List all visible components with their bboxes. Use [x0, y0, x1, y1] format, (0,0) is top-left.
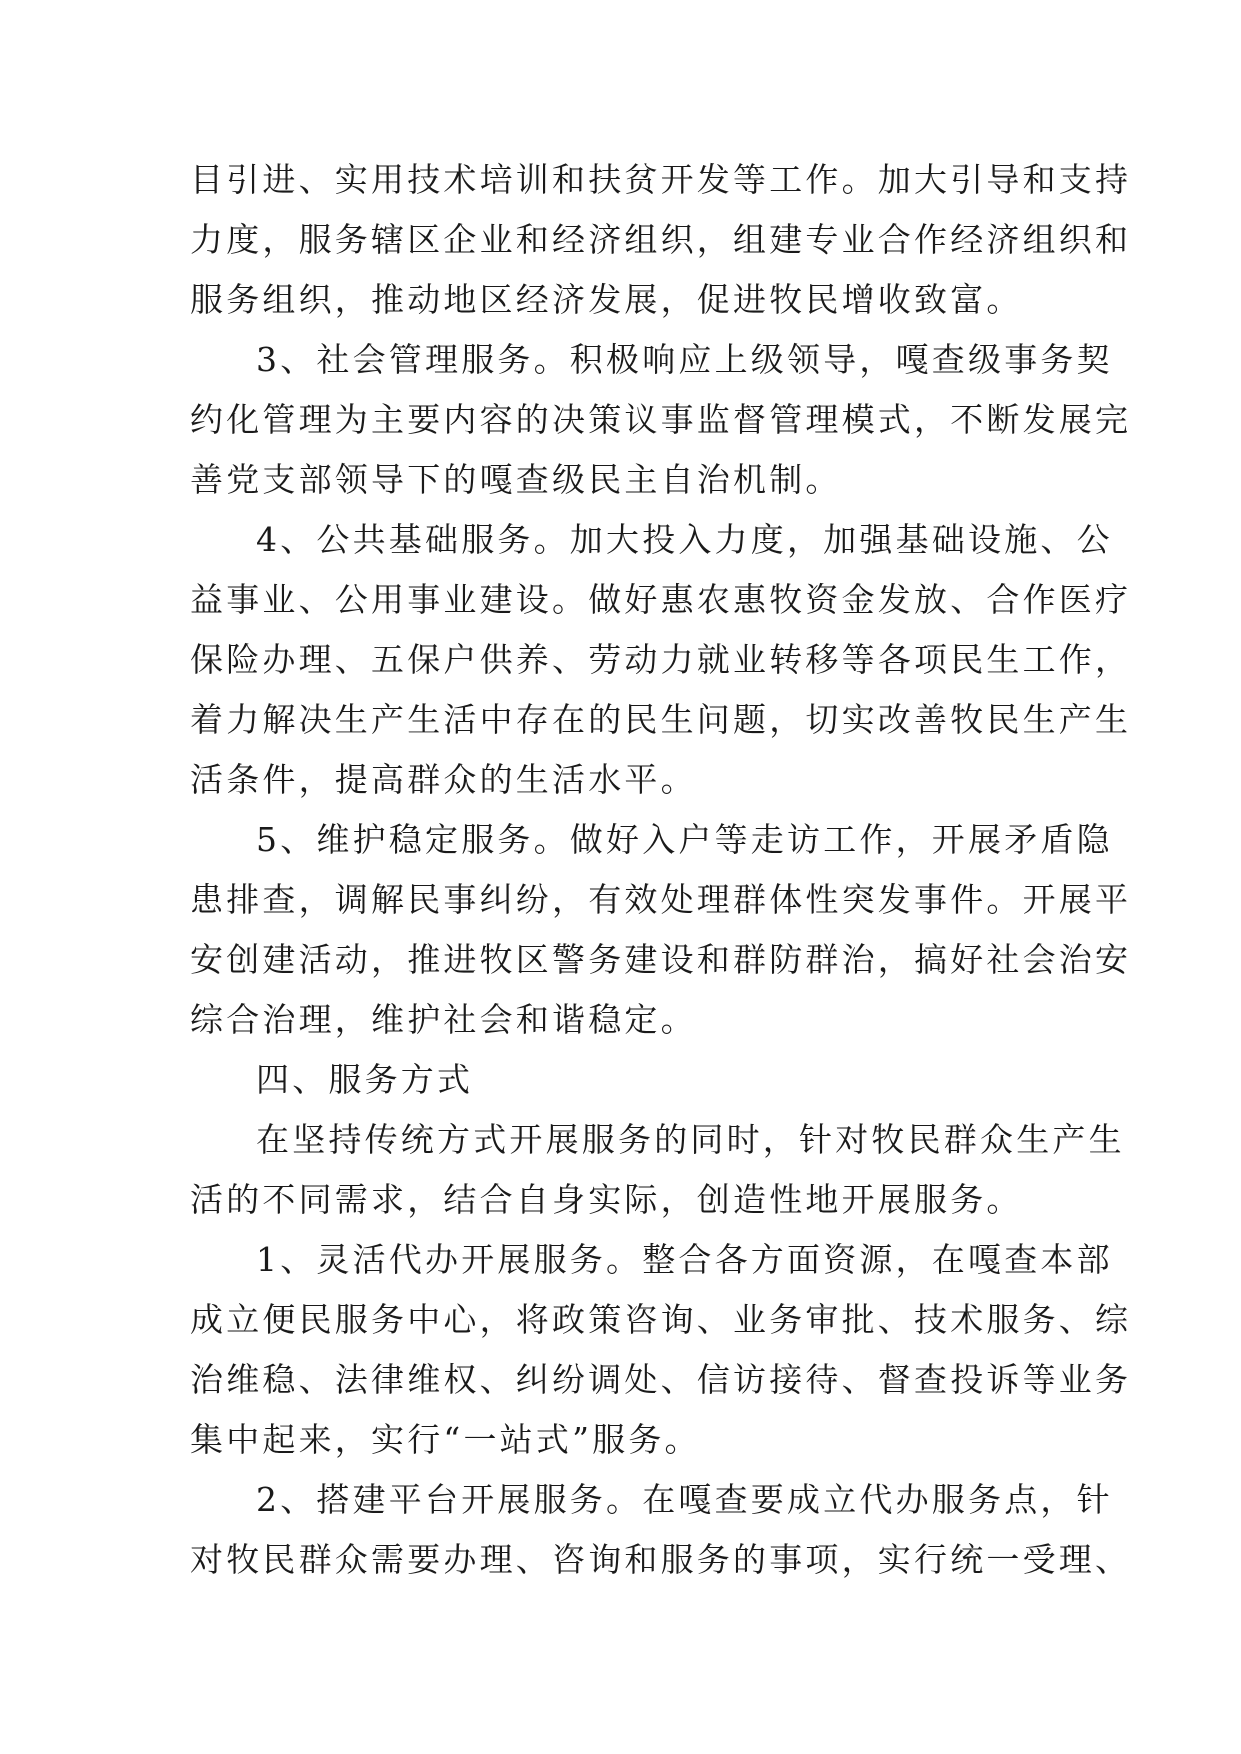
text-line: 服务组织，推动地区经济发展，促进牧民增收致富。	[190, 280, 1023, 319]
text-line: 活条件，提高群众的生活水平。	[190, 760, 697, 799]
text-line: 患排查，调解民事纠纷，有效处理群体性突发事件。开展平	[190, 880, 1132, 919]
text-line: 治维稳、法律维权、纠纷调处、信访接待、督查投诉等业务	[190, 1360, 1132, 1399]
body-text	[190, 150, 1132, 1590]
text-line: 约化管理为主要内容的决策议事监督管理模式，不断发展完	[190, 400, 1132, 439]
text-line: 2、搭建平台开展服务。在嘎查要成立代办服务点，针	[256, 1480, 1113, 1519]
text-line: 保险办理、五保户供养、劳动力就业转移等各项民生工作，	[190, 640, 1132, 679]
section-heading: 四、服务方式	[256, 1060, 474, 1099]
text-line: 5、维护稳定服务。做好入户等走访工作，开展矛盾隐	[256, 820, 1113, 859]
text-line: 集中起来，实行“一站式”服务。	[190, 1420, 701, 1459]
text-line: 力度，服务辖区企业和经济组织，组建专业合作经济组织和	[190, 220, 1132, 259]
text-line: 善党支部领导下的嘎查级民主自治机制。	[190, 460, 842, 499]
text-line: 3、社会管理服务。积极响应上级领导，嘎查级事务契	[256, 340, 1113, 379]
text-line: 1、灵活代办开展服务。整合各方面资源，在嘎查本部	[256, 1240, 1113, 1279]
text-line: 在坚持传统方式开展服务的同时，针对牧民群众生产生	[256, 1120, 1125, 1159]
text-line: 成立便民服务中心，将政策咨询、业务审批、技术服务、综	[190, 1300, 1132, 1339]
text-line: 4、公共基础服务。加大投入力度，加强基础设施、公	[256, 520, 1113, 559]
text-line: 益事业、公用事业建设。做好惠农惠牧资金发放、合作医疗	[190, 580, 1132, 619]
text-line: 安创建活动，推进牧区警务建设和群防群治，搞好社会治安	[190, 940, 1132, 979]
text-line: 目引进、实用技术培训和扶贫开发等工作。加大引导和支持	[190, 160, 1132, 199]
text-line: 活的不同需求，结合自身实际，创造性地开展服务。	[190, 1180, 1023, 1219]
text-line: 综合治理，维护社会和谐稳定。	[190, 1000, 697, 1039]
text-line: 对牧民群众需要办理、咨询和服务的事项，实行统一受理、	[190, 1540, 1132, 1579]
text-line: 着力解决生产生活中存在的民生问题，切实改善牧民生产生	[190, 700, 1132, 739]
